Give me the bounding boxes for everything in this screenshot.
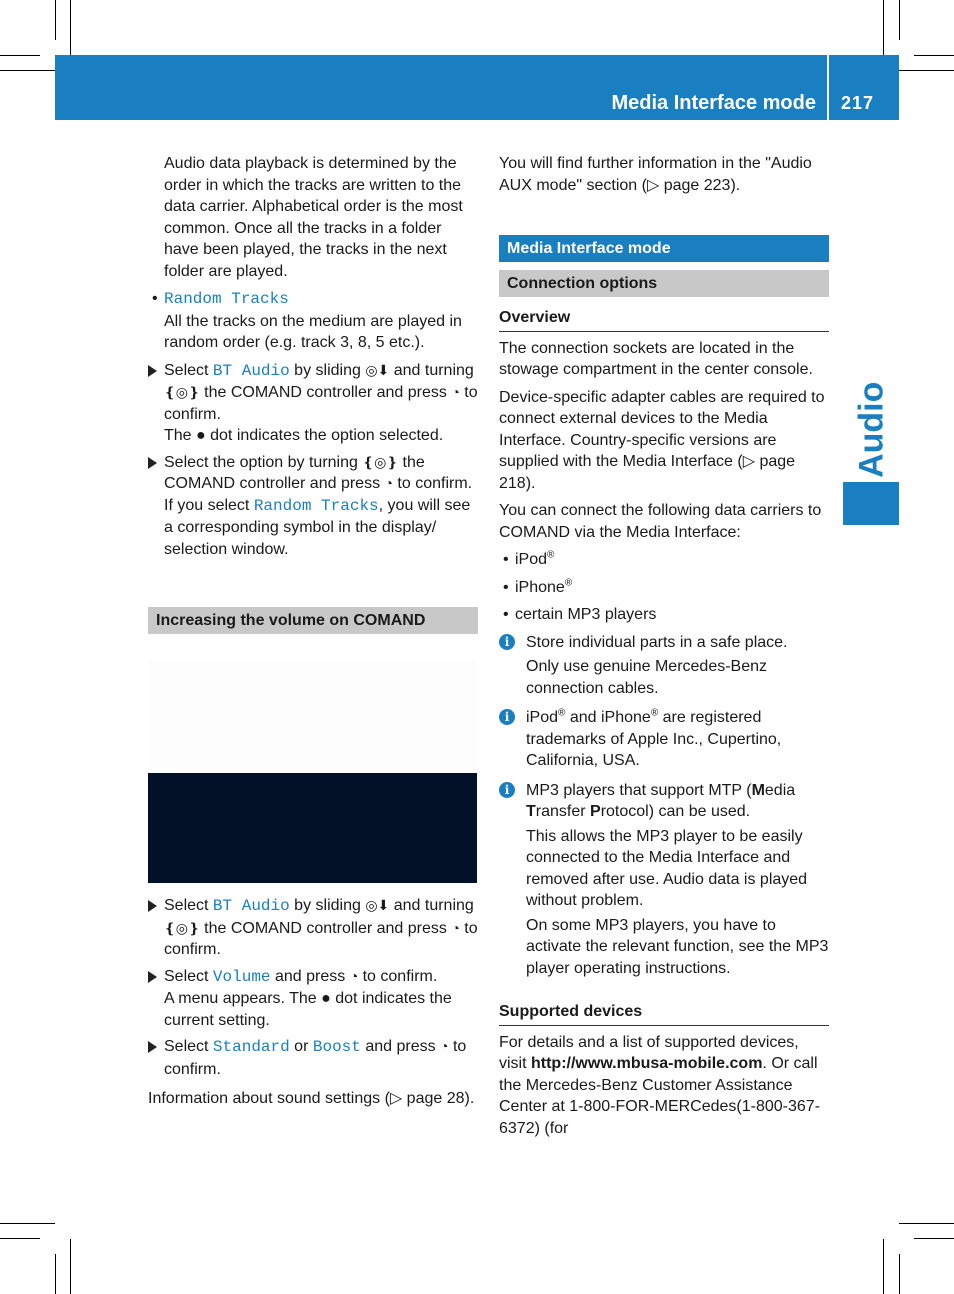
text: and turning <box>389 897 474 914</box>
text: to confirm. <box>164 384 478 423</box>
press-controller-icon: ◔ <box>451 919 460 936</box>
crop-mark <box>914 55 954 56</box>
step-arrow-icon <box>148 1041 157 1053</box>
display-image <box>148 773 477 883</box>
text: T <box>526 803 536 820</box>
slide-controller-icon: ◎⬇ <box>365 361 390 378</box>
supported-devices-heading: Supported devices <box>499 1001 829 1026</box>
bullet-icon: • <box>503 606 509 623</box>
text: Select <box>164 897 213 914</box>
step-select-volume <box>148 966 478 1032</box>
text: rotocol) can be used. <box>600 803 751 820</box>
info-text <box>526 707 829 772</box>
page-title: Media Interface mode <box>611 92 816 114</box>
text: ransfer <box>535 803 591 820</box>
right-column <box>499 153 829 1139</box>
text: Select <box>164 967 213 985</box>
crop-mark <box>883 0 884 55</box>
turn-controller-icon: ❴◎❵ <box>362 453 399 470</box>
text: to confirm. <box>358 967 438 985</box>
crop-mark <box>70 1239 71 1294</box>
list-item <box>499 549 829 571</box>
text: For details and a list of supported devices, visit <box>499 1033 799 1072</box>
crop-mark <box>55 1254 56 1294</box>
supported-devices-paragraph <box>499 1032 829 1140</box>
crop-mark <box>899 70 954 71</box>
overview-heading: Overview <box>499 307 829 332</box>
text: iPod <box>526 709 559 726</box>
text: by sliding <box>289 361 366 379</box>
crop-mark <box>899 1223 954 1224</box>
text: or <box>289 1038 313 1055</box>
step-note: A menu appears. The ● dot indicates the current setting. <box>164 990 452 1029</box>
overview-paragraph: The connection sockets are located in the stowage compartment in the center console. <box>499 339 813 378</box>
crop-mark <box>0 1223 55 1224</box>
info-note <box>499 632 829 700</box>
crop-mark <box>899 1254 900 1294</box>
turn-controller-icon: ❴◎❵ <box>164 919 200 936</box>
faint-image <box>148 660 477 770</box>
bullet-icon: • <box>152 290 158 307</box>
mbusa-link[interactable]: http://www.mbusa-mobile.com <box>531 1055 763 1072</box>
step-select-standard-boost <box>148 1036 478 1080</box>
text: are registered trademarks of Apple Inc., Cupertino, California, USA. <box>526 709 782 769</box>
crop-mark <box>0 70 55 71</box>
text: iPhone <box>515 578 565 596</box>
info-icon: i <box>499 782 515 798</box>
press-controller-icon: ◔ <box>440 1038 449 1054</box>
random-tracks-option: Random Tracks <box>164 290 289 308</box>
text: . Or call the Mercedes-Benz Customer Assistance Center at 1-800-FOR-MERCedes(1-800-367-6372) (for <box>499 1055 821 1137</box>
text: the COMAND controller and press <box>199 384 452 401</box>
list-item <box>499 604 829 626</box>
step-note: The ● dot indicates the option selected. <box>164 427 444 444</box>
overview-paragraph: You can connect the following data carriers to COMAND via the Media Interface: <box>499 502 822 541</box>
aux-info: You will find further information in the "Audio AUX mode" section (▷ page 223). <box>499 155 812 194</box>
text: MP3 players that support MTP ( <box>526 781 752 799</box>
standard-option: Standard <box>212 1038 290 1056</box>
subsection-heading-connection: Connection options <box>499 270 829 297</box>
text: and iPhone <box>565 709 651 726</box>
crop-mark <box>0 55 40 56</box>
text: P <box>590 803 601 820</box>
registered-mark: ® <box>650 707 659 719</box>
press-controller-icon: ◔ <box>349 967 359 984</box>
step-arrow-icon <box>148 365 157 377</box>
intro-paragraph: Audio data playback is determined by the order in which the tracks are written to the data carrier. Alphabetical order is the most common. Once all the tracks in a folder have been played, the tracks in the next folder are played. <box>164 155 463 280</box>
text: and press <box>360 1038 441 1055</box>
text: , you will see a corresponding symbol in the display/ selection window. <box>164 496 471 558</box>
text: certain MP3 players <box>515 606 657 623</box>
section-heading-volume: Increasing the volume on COMAND <box>148 607 478 634</box>
text: and press <box>270 967 350 985</box>
text: Select the option by turning <box>164 453 363 471</box>
text: by sliding <box>289 897 366 914</box>
page-number: 217 <box>841 93 875 113</box>
crop-mark <box>883 1239 884 1294</box>
press-controller-icon: ◔ <box>384 475 393 491</box>
text: to confirm. <box>164 919 478 958</box>
step-select-option <box>148 452 478 561</box>
text: edia <box>764 781 796 799</box>
text: Select <box>164 361 213 379</box>
text: to confirm. <box>392 475 473 492</box>
left-column <box>148 153 478 634</box>
step-select-bt-audio <box>148 360 478 447</box>
crop-mark <box>0 1238 40 1239</box>
section-heading-media-interface: Media Interface mode <box>499 235 829 262</box>
info-text: Only use genuine Mercedes-Benz connection cables. <box>526 658 768 697</box>
turn-controller-icon: ❴◎❵ <box>164 384 200 400</box>
section-side-tab <box>843 482 899 525</box>
info-note <box>499 780 829 980</box>
step-select-bt-audio <box>148 895 478 961</box>
info-icon: i <box>499 709 515 725</box>
random-tracks-option: Random Tracks <box>253 496 379 515</box>
info-text: Store individual parts in a safe place. <box>526 633 788 651</box>
page-header <box>55 55 899 120</box>
text: the COMAND controller and press <box>199 919 452 937</box>
text: to confirm. <box>164 1038 467 1078</box>
slide-controller-icon: ◎⬇ <box>365 897 390 913</box>
bt-audio-option: BT Audio <box>212 361 290 380</box>
crop-mark <box>914 1238 954 1239</box>
info-note <box>499 707 829 772</box>
section-side-label <box>822 380 922 480</box>
step-arrow-icon <box>148 900 157 912</box>
info-icon: i <box>499 634 515 650</box>
registered-mark: ® <box>547 549 555 561</box>
random-option-item <box>148 288 478 311</box>
bullet-icon: • <box>503 578 509 596</box>
info-text <box>526 780 829 823</box>
text: iPod <box>515 551 548 568</box>
overview-paragraph: Device-specific adapter cables are required to connect external devices to the Media Interface. Country-specific versions are supplied with the Media Interface (▷ page 218). <box>499 388 825 492</box>
volume-option: Volume <box>212 967 271 986</box>
header-divider <box>827 55 829 120</box>
list-item <box>499 577 829 599</box>
bt-audio-option: BT Audio <box>212 897 290 915</box>
crop-mark <box>55 0 56 40</box>
step-arrow-icon <box>148 457 157 469</box>
step-arrow-icon <box>148 971 157 983</box>
registered-mark: ® <box>558 707 566 719</box>
press-controller-icon: ◔ <box>451 384 460 400</box>
text: If you select <box>164 496 254 514</box>
text: Select <box>164 1038 213 1055</box>
info-text: This allows the MP3 player to be easily connected to the Media Interface and removed after use. Audio data is played without problem. <box>526 827 808 909</box>
crop-mark <box>70 0 71 55</box>
bullet-icon: • <box>503 551 509 568</box>
text: and turning <box>389 361 474 379</box>
text: the COMAND controller and press <box>164 453 425 492</box>
sound-settings-info: Information about sound settings (▷ page 28). <box>148 1090 475 1107</box>
random-desc: All the tracks on the medium are played in random order (e.g. track 3, 8, 5 etc.). <box>164 312 462 351</box>
text: M <box>751 781 765 799</box>
step-note <box>164 495 478 561</box>
left-column-lower <box>148 895 478 1110</box>
crop-mark <box>899 0 900 40</box>
info-text: On some MP3 players, you have to activate the relevant function, see the MP3 player operating instructions. <box>526 916 829 977</box>
side-label-text: Audio <box>852 381 891 479</box>
boost-option: Boost <box>312 1038 361 1056</box>
registered-mark: ® <box>564 577 573 589</box>
